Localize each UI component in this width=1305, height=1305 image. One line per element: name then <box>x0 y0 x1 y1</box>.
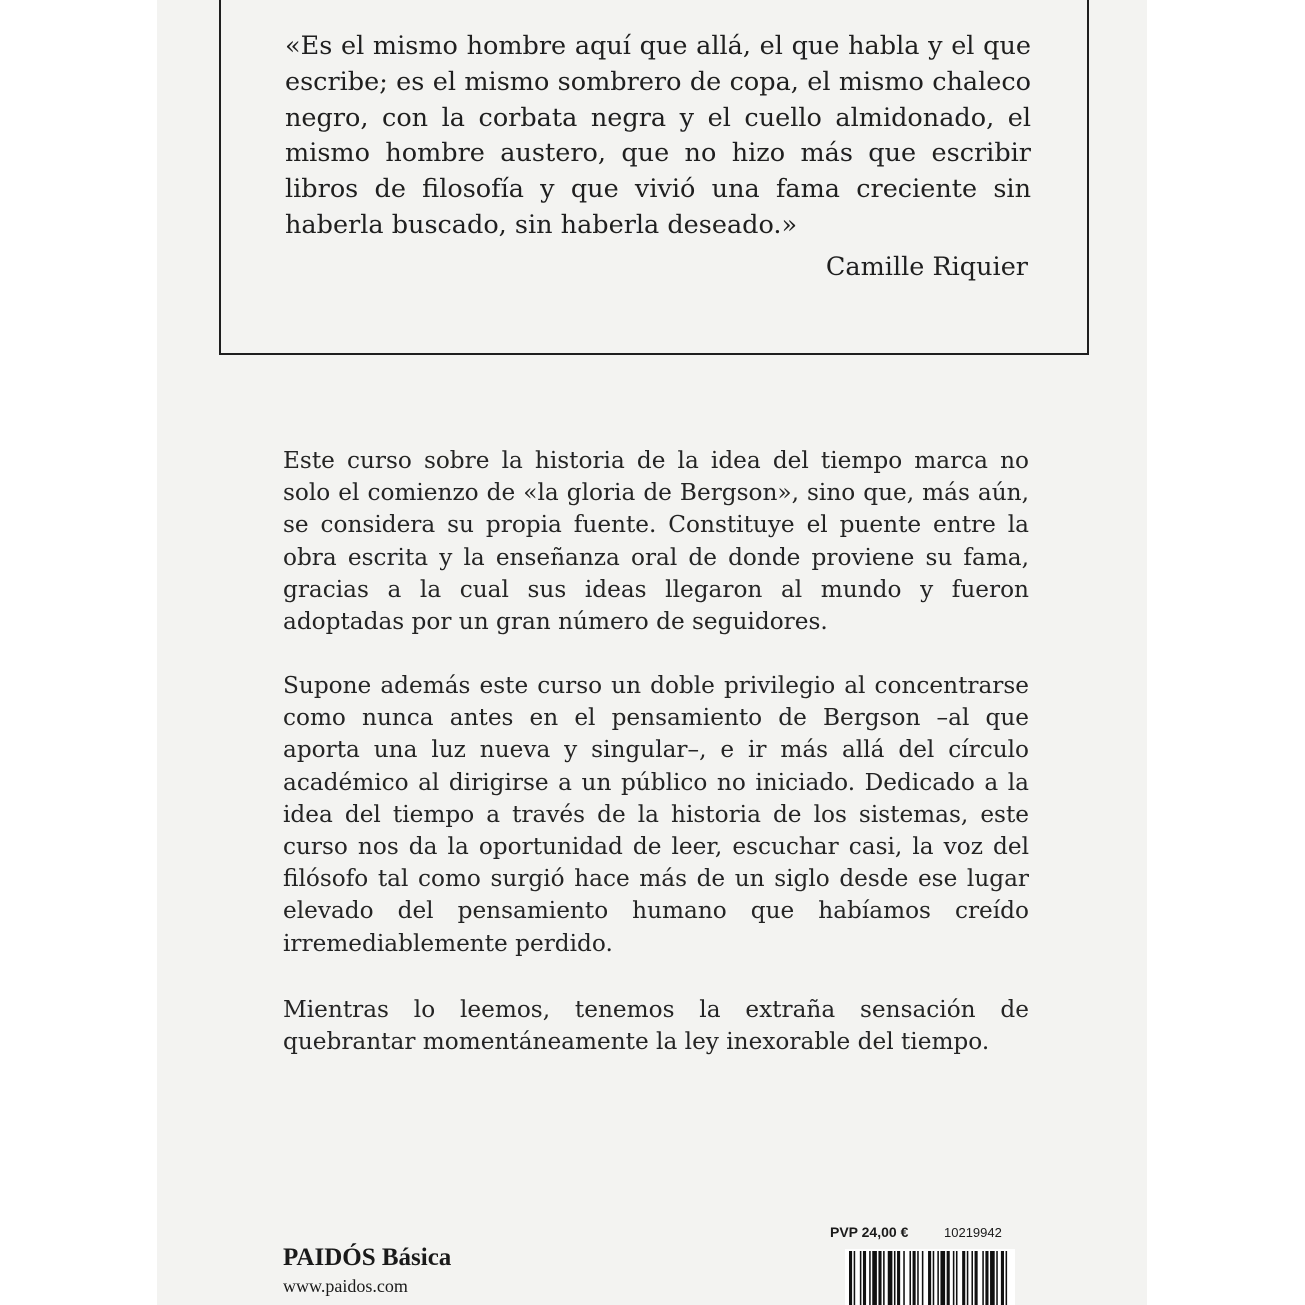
quote-box <box>219 0 1089 355</box>
product-code: 10219942 <box>944 1225 1002 1240</box>
barcode-bar <box>894 1251 896 1305</box>
barcode-bar <box>897 1251 900 1305</box>
barcode-bar <box>985 1251 988 1305</box>
barcode-bar <box>869 1251 871 1305</box>
barcode-bar <box>956 1251 958 1305</box>
barcode-bar <box>922 1251 924 1305</box>
publisher-logo <box>283 1244 451 1272</box>
barcode-bar <box>1001 1251 1004 1305</box>
publisher-name: PAIDÓS <box>283 1244 376 1271</box>
barcode-bar <box>933 1251 935 1305</box>
barcode-bar <box>888 1251 893 1305</box>
barcode-bar <box>854 1251 856 1305</box>
body-paragraph-1: Este curso sobre la historia de la idea del tiempo marca no solo el comienzo de «la gloria de Bergson», sino que, más aún, se considera su propia fuente. Constituye el puente entre la obra escrita y la enseñanza oral de donde proviene su fama, gracias a la cual sus ideas llegaron al mundo y fueron adoptadas por un gran número de seguidores. <box>283 447 1029 636</box>
barcode <box>845 1249 1015 1305</box>
barcode-bar <box>928 1251 931 1305</box>
barcode-bar <box>990 1251 995 1305</box>
barcode-bar <box>967 1251 969 1305</box>
barcode-bar <box>878 1251 881 1305</box>
barcode-bar <box>1006 1251 1008 1305</box>
barcode-bar <box>962 1251 965 1305</box>
barcode-bar <box>913 1251 916 1305</box>
barcode-graphic <box>845 1249 1015 1305</box>
barcode-bar <box>937 1251 939 1305</box>
barcode-bar <box>872 1251 877 1305</box>
barcode-bar <box>996 1251 998 1305</box>
quote-author: Camille Riquier <box>825 252 1028 282</box>
barcode-bar <box>947 1251 950 1305</box>
barcode-bar <box>883 1251 885 1305</box>
barcode-bar <box>917 1251 919 1305</box>
barcode-bar <box>909 1251 911 1305</box>
barcode-bar <box>903 1251 905 1305</box>
barcode-bar <box>975 1251 978 1305</box>
body-paragraph-2: Supone además este curso un doble privilegio al concentrarse como nunca antes en el pensamiento de Bergson –al que aporta una luz nueva y singular–, e ir más allá del círculo académico al dirigirse a un público no iniciado. Dedicado a la idea del tiempo a través de la historia de los sistemas, este curso nos da la oportunidad de leer, escuchar casi, la voz del filósofo tal como surgió hace más de un siglo desde ese lugar elevado del pensamiento humano que habíamos creído irremediablemente perdido. <box>283 672 1029 957</box>
body-paragraph-3: Mientras lo leemos, tenemos la extraña sensación de quebrantar momentáneamente la ley inexorable del tiempo. <box>283 996 1029 1056</box>
barcode-bar <box>982 1251 984 1305</box>
barcode-bar <box>849 1251 852 1305</box>
publisher-series: Básica <box>381 1244 452 1271</box>
barcode-bar <box>953 1251 955 1305</box>
publisher-website: www.paidos.com <box>283 1276 408 1296</box>
barcode-bar <box>860 1251 862 1305</box>
price-label: PVP 24,00 € <box>830 1224 909 1240</box>
barcode-bar <box>940 1251 945 1305</box>
barcode-bar <box>863 1251 866 1305</box>
quote-text: «Es el mismo hombre aquí que allá, el que habla y el que escribe; es el mismo sombrero de copa, el mismo chaleco negro, con la corbata negra y el cuello almidonado, el mismo hombre austero, que no hizo más que escribir libros de filosofía y que vivió una fama creciente sin haberla buscado, sin haberla deseado.» <box>285 31 1031 240</box>
barcode-bar <box>971 1251 973 1305</box>
